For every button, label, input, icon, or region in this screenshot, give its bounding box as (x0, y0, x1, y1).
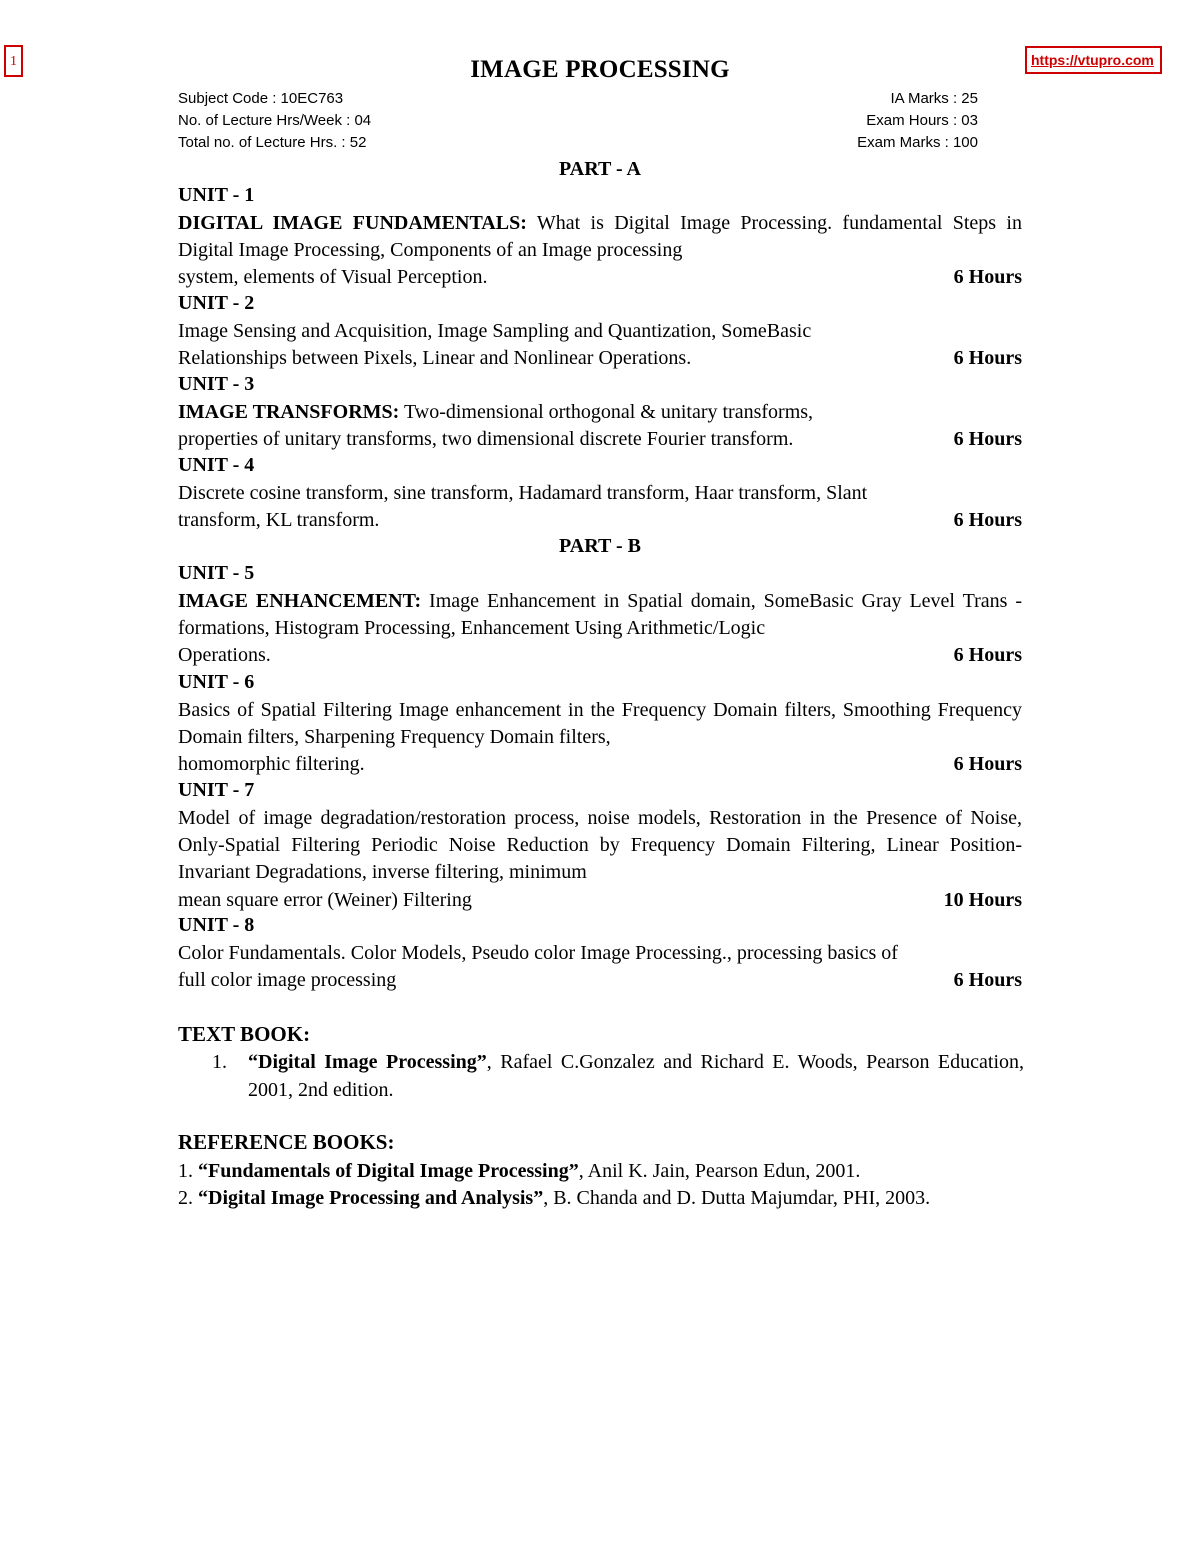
unit-text-last-line: properties of unitary transforms, two dimensional discrete Fourier transform. (178, 428, 794, 451)
unit-description (178, 588, 1022, 670)
unit-hours: 6 Hours (953, 428, 1022, 451)
book-title: “Digital Image Processing” (248, 1051, 487, 1073)
unit-hours: 6 Hours (953, 969, 1022, 992)
unit-description (178, 697, 1022, 779)
unit-hours: 6 Hours (953, 753, 1022, 776)
text-book-item (212, 1048, 1024, 1104)
unit-text: What is Digital Image Processing. fundamental Steps in Digital Image Processing, Components of an Image processing (178, 212, 1022, 262)
text-book-heading: TEXT BOOK: (178, 1022, 311, 1046)
unit-heading: UNIT - 2 (178, 292, 255, 314)
unit-text-last-line: mean square error (Weiner) Filtering (178, 888, 472, 911)
list-number: 1. (212, 1051, 227, 1073)
unit-text: Image Enhancement in Spatial domain, SomeBasic Gray Level Trans -formations, Histogram Processing, Enhancement Using Arithmetic/Logic (178, 590, 1022, 640)
part-a-heading: PART - A (559, 158, 641, 180)
unit-heading: UNIT - 7 (178, 779, 255, 801)
book-title: “Digital Image Processing and Analysis” (198, 1187, 544, 1209)
book-title: “Fundamentals of Digital Image Processing” (198, 1160, 579, 1182)
unit-text-last-line: Relationships between Pixels, Linear and Nonlinear Operations. (178, 347, 692, 370)
unit-text-last-line: transform, KL transform. (178, 509, 380, 532)
unit-text-last-line: Operations. (178, 644, 271, 667)
part-b-heading: PART - B (559, 535, 641, 557)
unit-description (178, 805, 1022, 914)
exam-marks: Exam Marks : 100 (857, 134, 978, 151)
site-link[interactable]: https://vtupro.com (1025, 46, 1162, 74)
unit-text: Image Sensing and Acquisition, Image Sampling and Quantization, SomeBasic (178, 320, 812, 342)
unit-topic-title: DIGITAL IMAGE FUNDAMENTALS: (178, 212, 527, 234)
unit-heading: UNIT - 4 (178, 454, 255, 476)
list-number: 1. (178, 1160, 193, 1182)
unit-description (178, 210, 1022, 292)
unit-heading: UNIT - 3 (178, 373, 255, 395)
book-details: , B. Chanda and D. Dutta Majumdar, PHI, 2003. (543, 1187, 931, 1209)
unit-text-last-line: system, elements of Visual Perception. (178, 266, 488, 289)
unit-description (178, 399, 1022, 453)
subject-code: Subject Code : 10EC763 (178, 90, 344, 107)
unit-text: Two-dimensional orthogonal & unitary transforms, (399, 401, 814, 423)
unit-heading: UNIT - 8 (178, 914, 255, 936)
reference-book-item (178, 1184, 1024, 1212)
unit-hours: 6 Hours (953, 347, 1022, 370)
page-title: IMAGE PROCESSING (470, 56, 730, 83)
reference-books-heading: REFERENCE BOOKS: (178, 1130, 395, 1154)
lecture-hrs-week: No. of Lecture Hrs/Week : 04 (178, 112, 372, 129)
unit-hours: 6 Hours (953, 266, 1022, 289)
unit-description (178, 940, 1022, 994)
total-lecture-hrs: Total no. of Lecture Hrs. : 52 (178, 134, 367, 151)
unit-description (178, 480, 1022, 534)
unit-heading: UNIT - 5 (178, 562, 255, 584)
unit-description (178, 318, 1022, 372)
unit-topic-title: IMAGE TRANSFORMS: (178, 401, 400, 423)
list-number: 2. (178, 1187, 193, 1209)
reference-book-item (178, 1157, 1024, 1185)
exam-hours: Exam Hours : 03 (866, 112, 978, 129)
unit-text: Color Fundamentals. Color Models, Pseudo color Image Processing., processing basics of (178, 942, 898, 964)
book-details: , Rafael C.Gonzalez and Richard E. Woods, Pearson Education, 2001, 2nd edition. (248, 1051, 1025, 1101)
unit-text: Discrete cosine transform, sine transform, Hadamard transform, Haar transform, Slant (178, 482, 868, 504)
unit-heading: UNIT - 6 (178, 671, 255, 693)
unit-text-last-line: homomorphic filtering. (178, 753, 365, 776)
unit-topic-title: IMAGE ENHANCEMENT: (178, 590, 422, 612)
page-number-badge: 1 (4, 45, 23, 77)
unit-text: Basics of Spatial Filtering Image enhancement in the Frequency Domain filters, Smoothing Frequency Domain filters, Sharpening Frequency Domain filters, (178, 699, 1022, 749)
unit-hours: 10 Hours (943, 888, 1022, 911)
unit-hours: 6 Hours (953, 509, 1022, 532)
book-details: , Anil K. Jain, Pearson Edun, 2001. (578, 1160, 861, 1182)
unit-heading: UNIT - 1 (178, 184, 255, 206)
unit-text-last-line: full color image processing (178, 969, 397, 992)
unit-hours: 6 Hours (953, 644, 1022, 667)
ia-marks: IA Marks : 25 (890, 90, 978, 107)
unit-text: Model of image degradation/restoration process, noise models, Restoration in the Presence of Noise, Only-Spatial Filtering Periodic Noise Reduction by Frequency Domain Filtering, Linear Position-Invariant Degradations, inverse filtering, minimum (178, 807, 1022, 884)
